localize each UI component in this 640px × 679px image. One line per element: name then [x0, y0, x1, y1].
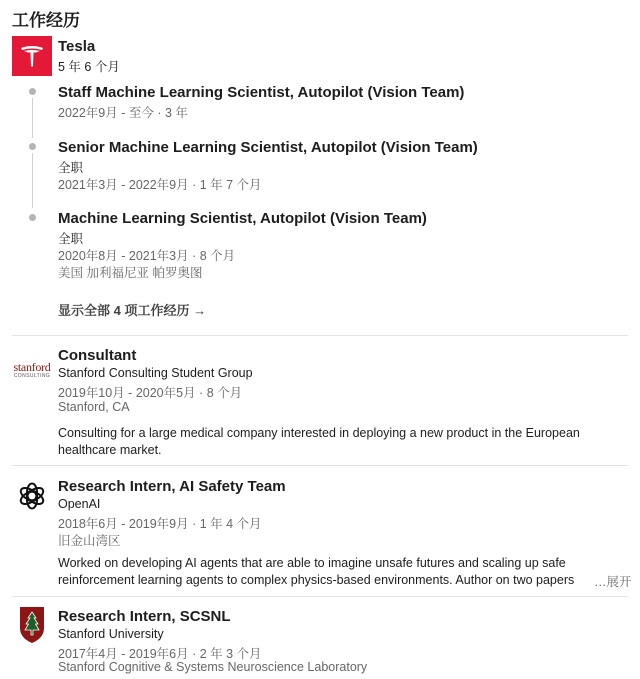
stanford-consulting-logo[interactable]	[12, 350, 52, 390]
organization[interactable]: OpenAI	[58, 497, 101, 511]
logo-subtext: CONSULTING	[13, 372, 51, 379]
role-dates: 2019年10月 - 2020年5月 · 8 个月	[58, 386, 243, 400]
organization[interactable]: Stanford University	[58, 627, 164, 641]
logo-wordmark: stanford	[13, 359, 51, 374]
role-title[interactable]: Machine Learning Scientist, Autopilot (Vision Team)	[58, 210, 427, 227]
organization[interactable]: Stanford Consulting Student Group	[58, 366, 253, 380]
stanford-tree-icon	[19, 606, 45, 644]
timeline-line-2	[32, 153, 33, 208]
role-title[interactable]: Staff Machine Learning Scientist, Autopilot (Vision Team)	[58, 84, 465, 101]
role-title[interactable]: Research Intern, SCSNL	[58, 608, 231, 625]
expand-description-button[interactable]: …展开	[590, 572, 632, 590]
divider	[12, 335, 628, 336]
tesla-t-icon	[19, 43, 45, 69]
role-location: 美国 加利福尼亚 帕罗奥图	[58, 266, 203, 280]
timeline-dot	[29, 214, 36, 221]
timeline-dot	[29, 88, 36, 95]
role-description: Worked on developing AI agents that are able to imagine unsafe futures and scaling up safe reinforcement learning agents to complex physics-based environments. Author on two papers	[58, 556, 575, 587]
role-type: 全职	[58, 161, 84, 175]
role-title[interactable]: Research Intern, AI Safety Team	[58, 478, 286, 495]
role-location: Stanford, CA	[58, 400, 130, 414]
role-description: Consulting for a large medical company interested in deploying a new product in the European healthcare market.	[58, 426, 580, 457]
role-dates: 2020年8月 - 2021年3月 · 8 个月	[58, 249, 236, 263]
section-title: 工作经历	[12, 11, 80, 30]
divider	[12, 596, 628, 597]
role-dates: 2017年4月 - 2019年6月 · 2 年 3 个月	[58, 647, 262, 661]
role-dates: 2022年9月 - 至今 · 3 年	[58, 106, 188, 120]
divider	[12, 465, 628, 466]
role-lab: Stanford Cognitive & Systems Neuroscience Laboratory	[58, 660, 368, 674]
stanford-university-logo[interactable]	[12, 605, 52, 645]
role-type: 全职	[58, 232, 84, 246]
timeline-dot	[29, 143, 36, 150]
openai-knot-icon	[17, 481, 47, 511]
tesla-logo[interactable]	[12, 36, 52, 76]
company-name-tesla[interactable]: Tesla	[58, 38, 96, 55]
show-all-experience-button[interactable]: 显示全部 4 项工作经历 →	[58, 303, 207, 318]
role-title[interactable]: Consultant	[58, 347, 137, 364]
role-dates: 2021年3月 - 2022年9月 · 1 年 7 个月	[58, 178, 262, 192]
openai-logo[interactable]	[12, 476, 52, 516]
role-location: 旧金山湾区	[58, 534, 121, 548]
tesla-duration: 5 年 6 个月	[58, 60, 120, 74]
role-dates: 2018年6月 - 2019年9月 · 1 年 4 个月	[58, 517, 262, 531]
role-title[interactable]: Senior Machine Learning Scientist, Autopilot (Vision Team)	[58, 139, 478, 156]
timeline-line-1	[32, 98, 33, 138]
